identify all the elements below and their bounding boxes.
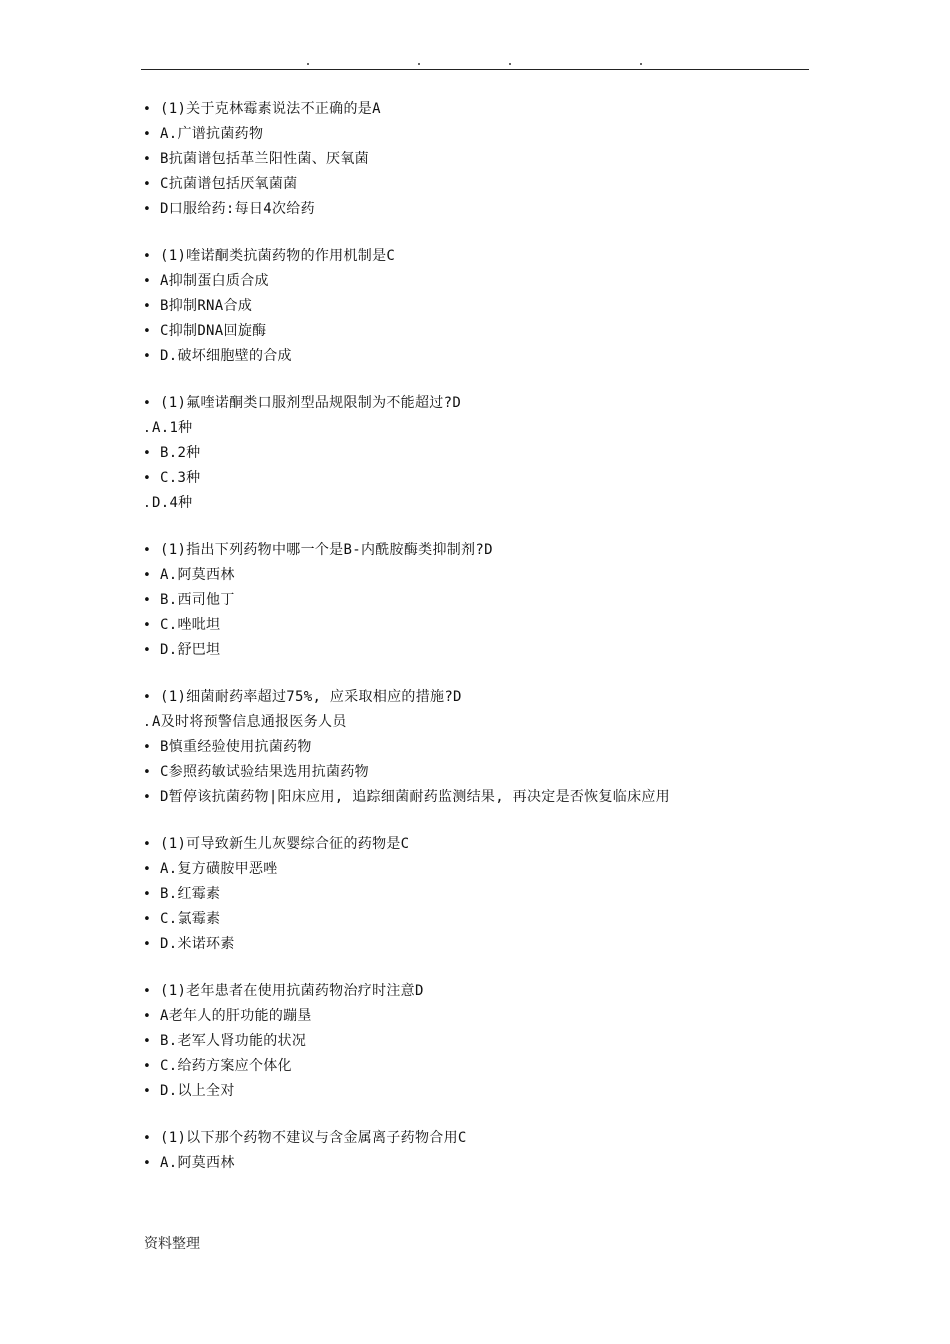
answer-option: [143, 294, 803, 319]
answer-option: [143, 344, 803, 369]
dot-marker: [143, 710, 152, 735]
bullet-marker: [143, 344, 160, 369]
answer-option: [143, 416, 803, 441]
option-text: B.西司他丁: [160, 592, 235, 608]
question-stem: [143, 685, 803, 710]
question-stem: [143, 979, 803, 1004]
bullet-marker: [143, 441, 160, 466]
option-text: B抑制RNA合成: [160, 298, 253, 314]
bullet-marker: [143, 685, 160, 710]
question-stem: [143, 97, 803, 122]
answer-option: [143, 760, 803, 785]
question-block: [143, 244, 803, 369]
question-block: [143, 538, 803, 663]
question-text: (1)关于克林霉素说法不正确的是A: [160, 101, 381, 117]
question-stem: [143, 1126, 803, 1151]
bullet-marker: [143, 1079, 160, 1104]
option-text: B抗菌谱包括革兰阳性菌、厌氧菌: [160, 151, 369, 167]
answer-option: [143, 735, 803, 760]
question-stem: [143, 244, 803, 269]
header-dot: [509, 63, 511, 65]
footer-text: 资料整理: [144, 1236, 200, 1252]
answer-option: [143, 466, 803, 491]
answer-option: [143, 1054, 803, 1079]
answer-option: [143, 1079, 803, 1104]
answer-option: [143, 197, 803, 222]
bullet-marker: [143, 1054, 160, 1079]
bullet-marker: [143, 785, 160, 810]
question-stem: [143, 832, 803, 857]
answer-option: [143, 1029, 803, 1054]
answer-option: [143, 638, 803, 663]
bullet-marker: [143, 613, 160, 638]
bullet-marker: [143, 538, 160, 563]
option-text: A.阿莫西林: [160, 567, 235, 583]
option-text: D口服给药:每日4次给药: [160, 201, 315, 217]
question-text: (1)以下那个药物不建议与含金属离子药物合用C: [160, 1130, 467, 1146]
answer-option: [143, 147, 803, 172]
header-rule: [141, 69, 809, 70]
bullet-marker: [143, 197, 160, 222]
bullet-marker: [143, 907, 160, 932]
option-text: C.氯霉素: [160, 911, 221, 927]
option-text: A.复方磺胺甲恶唑: [160, 861, 278, 877]
answer-option: [143, 613, 803, 638]
question-text: (1)老年患者在使用抗菌药物治疗时注意D: [160, 983, 424, 999]
answer-option: [143, 491, 803, 516]
question-text: (1)指出下列药物中哪一个是B-内酰胺酶类抑制剂?D: [160, 542, 493, 558]
answer-option: [143, 122, 803, 147]
option-text: D暂停该抗菌药物|阳床应用, 追踪细菌耐药监测结果, 再决定是否恢复临床应用: [160, 789, 670, 805]
bullet-marker: [143, 932, 160, 957]
bullet-marker: [143, 97, 160, 122]
answer-option: [143, 563, 803, 588]
option-text: D.破坏细胞壁的合成: [160, 348, 292, 364]
answer-option: [143, 588, 803, 613]
header-dot: [307, 63, 309, 65]
header-dot: [640, 63, 642, 65]
bullet-marker: [143, 244, 160, 269]
question-block: [143, 391, 803, 516]
answer-option: [143, 269, 803, 294]
bullet-marker: [143, 319, 160, 344]
question-stem: [143, 538, 803, 563]
question-text: (1)可导致新生儿灰婴综合征的药物是C: [160, 836, 410, 852]
option-text: B.老军人肾功能的状况: [160, 1033, 307, 1049]
answer-option: [143, 1004, 803, 1029]
bullet-marker: [143, 1126, 160, 1151]
answer-option: [143, 1151, 803, 1176]
option-text: D.以上全对: [160, 1083, 235, 1099]
bullet-marker: [143, 269, 160, 294]
option-text: A.阿莫西林: [160, 1155, 235, 1171]
answer-option: [143, 932, 803, 957]
question-block: [143, 685, 803, 810]
bullet-marker: [143, 857, 160, 882]
answer-option: [143, 319, 803, 344]
question-text: (1)氟喹诺酮类口服剂型品规限制为不能超过?D: [160, 395, 462, 411]
bullet-marker: [143, 1004, 160, 1029]
question-block: [143, 979, 803, 1104]
answer-option: [143, 785, 803, 810]
option-text: C抗菌谱包括厌氧菌菌: [160, 176, 298, 192]
bullet-marker: [143, 391, 160, 416]
bullet-marker: [143, 1151, 160, 1176]
bullet-marker: [143, 979, 160, 1004]
question-text: (1)细菌耐药率超过75%, 应采取相应的措施?D: [160, 689, 462, 705]
bullet-marker: [143, 760, 160, 785]
answer-option: [143, 710, 803, 735]
option-text: A.1种: [152, 420, 193, 436]
bullet-marker: [143, 122, 160, 147]
bullet-marker: [143, 882, 160, 907]
answer-option: [143, 907, 803, 932]
option-text: D.舒巴坦: [160, 642, 221, 658]
option-text: B.红霉素: [160, 886, 221, 902]
option-text: C.唑吡坦: [160, 617, 221, 633]
answer-option: [143, 882, 803, 907]
option-text: B.2种: [160, 445, 201, 461]
question-block: [143, 97, 803, 222]
bullet-marker: [143, 172, 160, 197]
question-text: (1)喹诺酮类抗菌药物的作用机制是C: [160, 248, 396, 264]
bullet-marker: [143, 735, 160, 760]
bullet-marker: [143, 147, 160, 172]
question-stem: [143, 391, 803, 416]
bullet-marker: [143, 588, 160, 613]
option-text: C参照药敏试验结果选用抗菌药物: [160, 764, 369, 780]
option-text: C.3种: [160, 470, 201, 486]
option-text: D.4种: [152, 495, 193, 511]
option-text: A抑制蛋白质合成: [160, 273, 269, 289]
answer-option: [143, 857, 803, 882]
header-dot: [418, 63, 420, 65]
question-block: [143, 1126, 803, 1176]
question-block: [143, 832, 803, 957]
bullet-marker: [143, 563, 160, 588]
option-text: C.给药方案应个体化: [160, 1058, 292, 1074]
option-text: D.米诺环素: [160, 936, 235, 952]
bullet-marker: [143, 638, 160, 663]
dot-marker: [143, 416, 152, 441]
question-list: [143, 97, 803, 1198]
answer-option: [143, 441, 803, 466]
bullet-marker: [143, 466, 160, 491]
option-text: A.广谱抗菌药物: [160, 126, 264, 142]
bullet-marker: [143, 1029, 160, 1054]
dot-marker: [143, 491, 152, 516]
option-text: B慎重经验使用抗菌药物: [160, 739, 312, 755]
option-text: A及时将预警信息通报医务人员: [152, 714, 347, 730]
bullet-marker: [143, 294, 160, 319]
option-text: C抑制DNA回旋酶: [160, 323, 267, 339]
answer-option: [143, 172, 803, 197]
option-text: A老年人的肝功能的蹦垦: [160, 1008, 312, 1024]
bullet-marker: [143, 832, 160, 857]
